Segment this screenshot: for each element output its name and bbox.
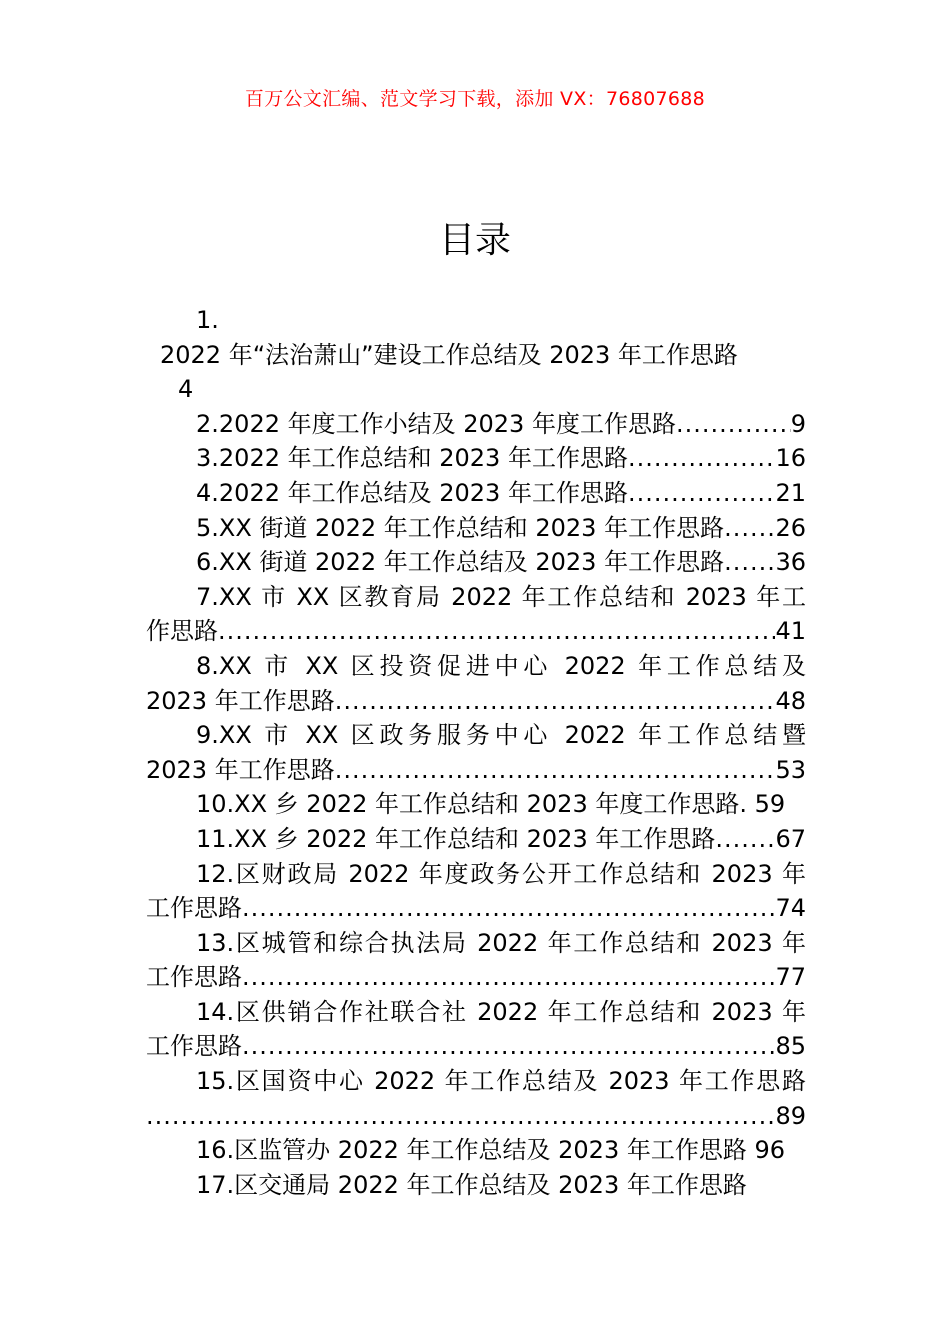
toc-entry-6[interactable]: 6.XX 街道 2022 年工作总结及 2023 年工作思路 ..... 36	[146, 545, 806, 580]
toc-entry-14-line-1[interactable]: 14.区供销合作社联合社 2022 年工作总结和 2023 年	[196, 997, 806, 1026]
toc-entry-2[interactable]: 2.2022 年度工作小结及 2023 年度工作思路 ..... 9	[146, 407, 806, 442]
toc-entry-1-page: 4	[178, 375, 194, 404]
toc-entry-15-line-1[interactable]: 15.区国资中心 2022 年工作总结及 2023 年工作思路	[196, 1067, 806, 1096]
toc-entry-3[interactable]: 3.2022 年工作总结和 2023 年工作思路 ..... 16	[146, 441, 806, 476]
page-title: 目录	[438, 220, 511, 261]
toc-entry-1-number[interactable]: 1.	[196, 306, 219, 334]
toc-entry-7-line-1[interactable]: 7.XX 市 XX 区教育局 2022 年工作总结和 2023 年工	[196, 582, 806, 611]
toc-entry-5[interactable]: 5.XX 街道 2022 年工作总结和 2023 年工作思路 ..... 26	[146, 511, 806, 546]
toc-entry-1-title[interactable]: 2022 年“法治萧山”建设工作总结及 2023 年工作思路	[160, 340, 738, 369]
toc-entry-13-line-2[interactable]: 工作思路 ..... 77	[146, 960, 806, 995]
toc-entry-17[interactable]: 17.区交通局 2022 年工作总结及 2023 年工作思路	[196, 1170, 747, 1199]
toc-entry-7-line-2[interactable]: 作思路 ..... 41	[146, 614, 806, 649]
toc-entry-15-line-2[interactable]: ..... 89	[146, 1099, 806, 1134]
toc-entry-12-line-1[interactable]: 12.区财政局 2022 年度政务公开工作总结和 2023 年	[196, 859, 806, 888]
toc-entry-13-line-1[interactable]: 13.区城管和综合执法局 2022 年工作总结和 2023 年	[196, 928, 806, 957]
watermark-header: 百万公文汇编、范文学习下载，添加 VX：76807688	[244, 88, 706, 110]
toc-entry-9-line-2[interactable]: 2023 年工作思路 ..... 53	[146, 753, 806, 788]
toc-entry-8-line-2[interactable]: 2023 年工作思路 ..... 48	[146, 684, 806, 719]
toc-entry-8-line-1[interactable]: 8.XX 市 XX 区投资促进中心 2022 年工作总结及	[196, 651, 806, 680]
toc-entry-14-line-2[interactable]: 工作思路 ..... 85	[146, 1029, 806, 1064]
toc-entry-4[interactable]: 4.2022 年工作总结及 2023 年工作思路 ..... 21	[146, 476, 806, 511]
toc-entry-11[interactable]: 11.XX 乡 2022 年工作总结和 2023 年工作思路 ..... 67	[146, 822, 806, 857]
toc-entry-12-line-2[interactable]: 工作思路 ..... 74	[146, 891, 806, 926]
toc-entry-16[interactable]: 16.区监管办 2022 年工作总结及 2023 年工作思路 96	[196, 1136, 786, 1165]
table-of-contents	[146, 303, 806, 1202]
toc-entry-10[interactable]: 10.XX 乡 2022 年工作总结和 2023 年度工作思路. 59	[196, 790, 786, 819]
toc-entry-9-line-1[interactable]: 9.XX 市 XX 区政务服务中心 2022 年工作总结暨	[196, 721, 806, 750]
